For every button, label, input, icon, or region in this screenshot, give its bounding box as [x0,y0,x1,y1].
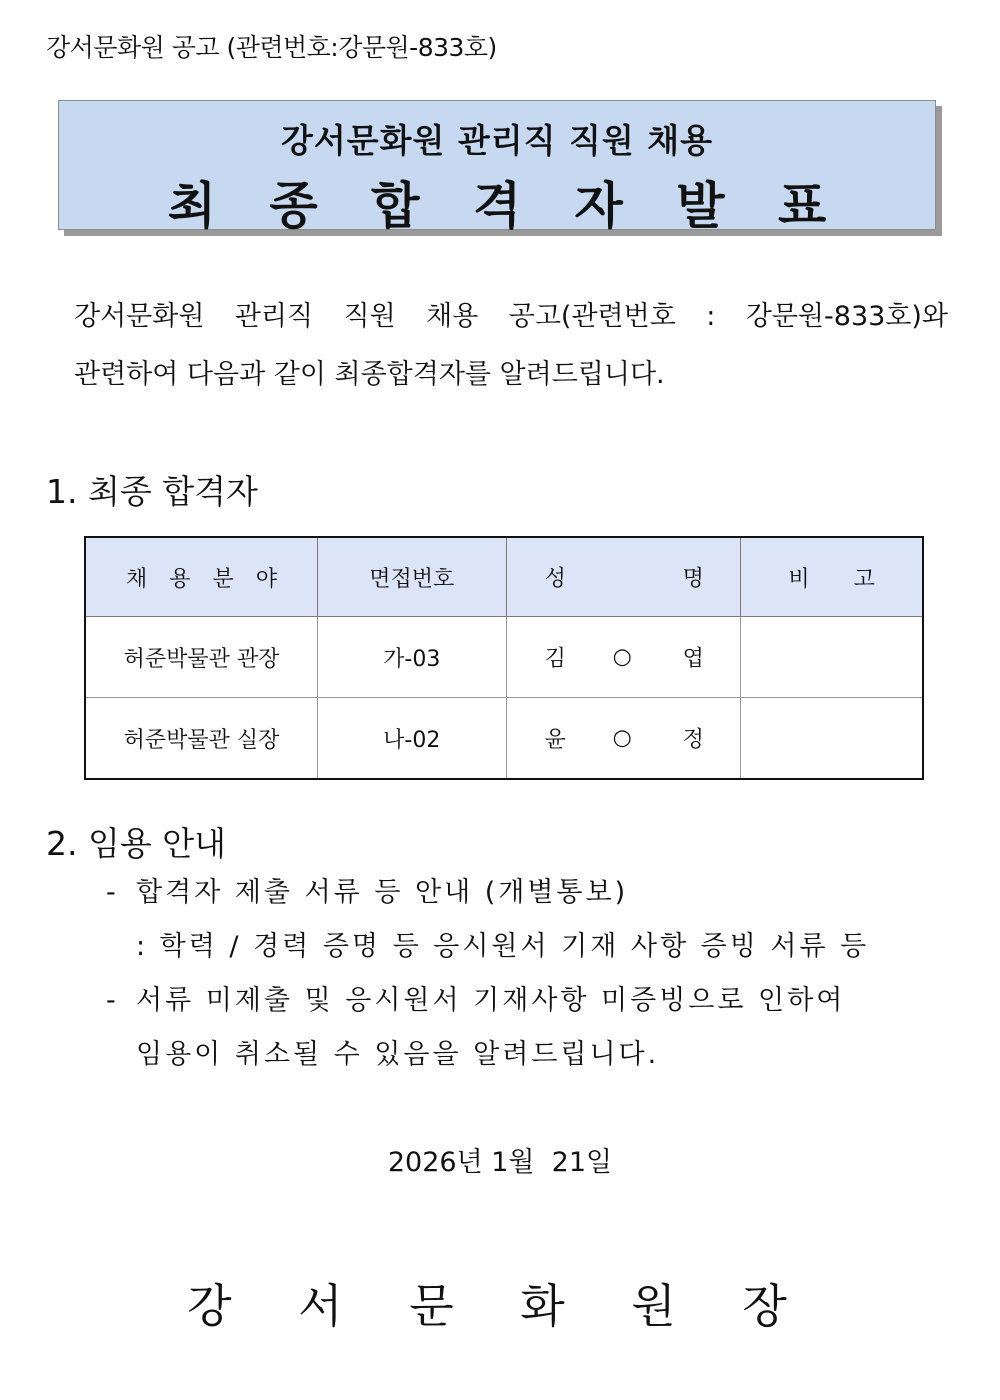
intro-paragraph [74,288,948,404]
name-part-3: 엽 [682,646,704,672]
notice-date: 2026년 1월 21일 [387,1147,613,1178]
guide-item: 임용이 취소될 수 있음을 알려드립니다. [136,1039,660,1070]
name-part-1: 윤 [544,727,566,753]
cell-note [741,617,923,698]
name-part-3: 정 [682,727,704,753]
header-name-first: 성 [544,566,566,592]
cell-name [506,698,741,780]
section-2-heading: 2. 임용 안내 [46,824,226,863]
signer-title: 강 서 문 화 원 장 [187,1279,813,1333]
name-part-2: ○ [612,725,632,751]
title-line-1: 강서문화원 관리직 직원 채용 [280,121,713,160]
cell-field: 허준박물관 관장 [85,617,317,698]
appointment-guide [106,866,936,1082]
notice-number: 강서문화원 공고 (관련번호:강문원-833호) [46,33,497,62]
header-field: 채용분야 [85,537,317,617]
name-part-1: 김 [544,646,566,672]
section-1-heading: 1. 최종 합격자 [46,472,258,511]
bullet-dash: - [106,877,119,908]
table-row [85,617,923,698]
table-header-row [85,537,923,617]
table-row [85,698,923,780]
intro-line-2: 관련하여 다음과 같이 최종합격자를 알려드립니다. [74,359,665,390]
cell-name [506,617,741,698]
bullet-dash: - [106,985,119,1016]
cell-interview-no: 나-02 [317,698,506,780]
title-line-2: 최 종 합 격 자 발 표 [167,177,845,235]
header-note: 비고 [741,537,923,617]
cell-interview-no: 가-03 [317,617,506,698]
intro-line-1: 강서문화원 관리직 직원 채용 공고(관련번호 : 강문원-833호)와 [74,301,948,332]
guide-item: - 합격자 제출 서류 등 안내 (개별통보) [106,866,936,920]
header-name-second: 명 [682,566,704,592]
final-result-table [84,536,924,780]
name-part-2: ○ [612,644,632,670]
header-interview-no: 면접번호 [317,537,506,617]
cell-field: 허준박물관 실장 [85,698,317,780]
guide-item: : 학력 / 경력 증명 등 응시원서 기재 사항 증빙 서류 등 [136,931,870,962]
guide-item: - 서류 미제출 및 응시원서 기재사항 미증빙으로 인하여 [106,974,936,1028]
title-box [58,100,936,235]
header-name [506,537,741,617]
cell-note [741,698,923,780]
